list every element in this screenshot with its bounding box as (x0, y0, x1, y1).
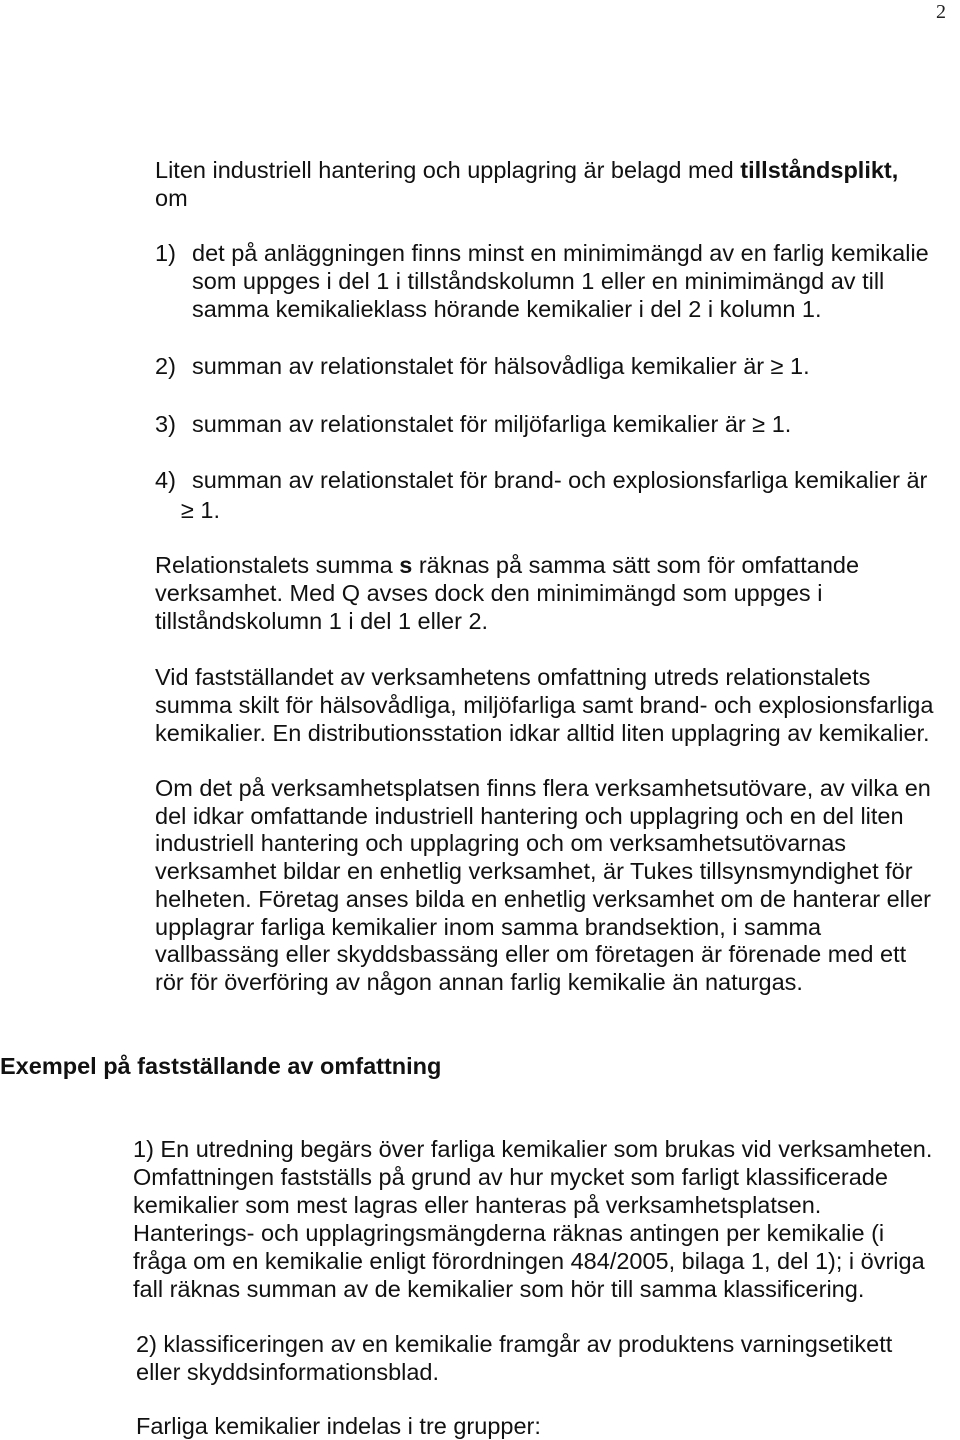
paragraph-line: Vid fastställandet av verksamhetens omfattning utreds relationstalets (155, 664, 871, 690)
intro-line: om (155, 185, 188, 211)
paragraph-line: verksamhet bildar en enhetlig verksamhet, är Tukes tillsynsmyndighet för (155, 858, 913, 884)
list-marker: 4) (155, 467, 176, 493)
example-line: 2) klassificeringen av en kemikalie framgår av produktens varningsetikett (136, 1331, 893, 1357)
list-marker: 2) (155, 353, 176, 379)
list-item-line: summan av relationstalet för hälsovådliga kemikalier är ≥ 1. (192, 353, 810, 379)
list-marker: 3) (155, 411, 176, 437)
paragraph-text: räknas på samma sätt som för omfattande (412, 552, 860, 578)
list-marker: 1) (155, 240, 176, 266)
paragraph-line: del idkar omfattande industriell hantering och upplagring och en del liten (155, 803, 904, 829)
list-item-line: summan av relationstalet för miljöfarliga kemikalier är ≥ 1. (192, 411, 792, 437)
intro-text: Liten industriell hantering och upplagring är belagd med (155, 157, 741, 183)
paragraph-line: helheten. Företag anses bilda en enhetlig verksamhet om de hanterar eller (155, 886, 931, 912)
section-heading: Exempel på fastställande av omfattning (0, 1053, 442, 1079)
paragraph-line: tillståndskolumn 1 i del 1 eller 2. (155, 608, 489, 634)
paragraph-line: vallbassäng eller skyddsbassäng eller om företagen är förenade med ett (155, 941, 907, 967)
example-line: Omfattningen fastställs på grund av hur mycket som farligt klassificerade (133, 1164, 888, 1190)
paragraph-line: summa skilt för hälsovådliga, miljöfarliga samt brand- och explosionsfarliga (155, 692, 934, 718)
page-number: 2 (936, 1, 946, 23)
example-line: fråga om en kemikalie enligt förordningen 484/2005, bilaga 1, del 1); i övriga (133, 1248, 925, 1274)
paragraph-line: industriell hantering och upplagring och om verksamhetsutövarnas (155, 830, 847, 856)
list-item-line: samma kemikalieklass hörande kemikalier i del 2 i kolumn 1. (192, 296, 822, 322)
example-line: 1) En utredning begärs över farliga kemikalier som brukas vid verksamheten. (133, 1136, 933, 1162)
list-item-line: ≥ 1. (181, 497, 221, 523)
intro-bold-term: tillståndsplikt, (740, 157, 899, 183)
example-line: fall räknas summan av de kemikalier som hör till samma klassificering. (133, 1276, 865, 1302)
paragraph-line: rör för överföring av någon annan farlig kemikalie än naturgas. (155, 969, 803, 995)
bold-symbol-s: s (399, 552, 413, 578)
example-line: eller skyddsinformationsblad. (136, 1359, 440, 1385)
groups-intro-line: Farliga kemikalier indelas i tre grupper: (136, 1413, 541, 1439)
paragraph-line: upplagrar farliga kemikalier inom samma brandsektion, i samma (155, 914, 822, 940)
paragraph-text: Relationstalets summa (155, 552, 400, 578)
list-item-line: summan av relationstalet för brand- och explosionsfarliga kemikalier är (192, 467, 928, 493)
paragraph-line: kemikalier. En distributionsstation idkar alltid liten upplagring av kemikalier. (155, 720, 930, 746)
example-line: Hanterings- och upplagringsmängderna räknas antingen per kemikalie (i (133, 1220, 885, 1246)
paragraph-line: verksamhet. Med Q avses dock den minimimängd som uppges i (155, 580, 823, 606)
list-item-line: det på anläggningen finns minst en minimimängd av en farlig kemikalie (192, 240, 929, 266)
list-item-line: som uppges i del 1 i tillståndskolumn 1 eller en minimimängd av till (192, 268, 885, 294)
paragraph-line (155, 551, 859, 579)
example-line: kemikalier som mest lagras eller hanteras på verksamhetsplatsen. (133, 1192, 822, 1218)
paragraph-line: Om det på verksamhetsplatsen finns flera verksamhetsutövare, av vilka en (155, 775, 931, 801)
intro-line (155, 156, 898, 184)
